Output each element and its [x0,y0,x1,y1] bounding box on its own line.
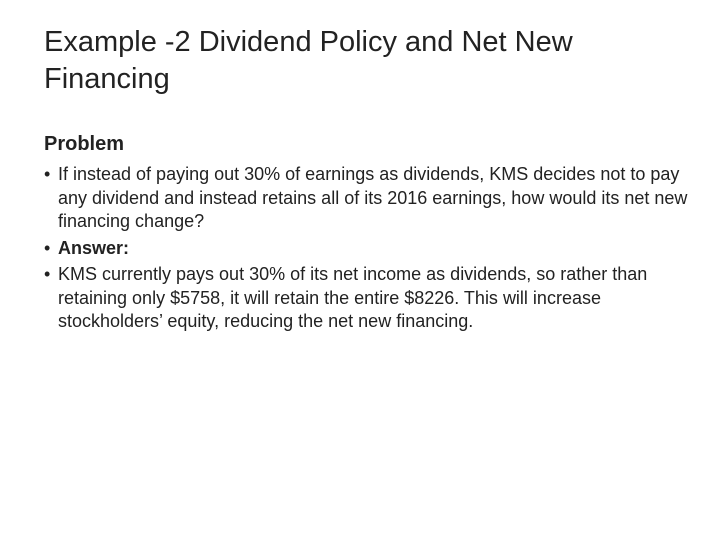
bullet-dot-icon: • [44,237,51,258]
slide-title: Example -2 Dividend Policy and Net New Financing [44,26,573,95]
bullet-text: KMS currently pays out 30% of its net income as dividends, so rather than retaining only $5758, it will retain the entire $8226. This will increase stockholders’ equity, reducing the net new financing. [58,264,648,331]
bullet-dot-icon: • [44,264,51,284]
section-heading: Problem [44,133,125,155]
bullet-item-answer [44,263,694,334]
bullet-item-question [44,163,694,234]
bullet-list [44,163,694,334]
slide-content [44,130,694,337]
bullet-text: Answer: [58,237,130,258]
bullet-dot-icon: • [44,164,51,184]
bullet-text: If instead of paying out 30% of earnings as dividends, KMS decides not to pay any dividend and instead retains all of its 2016 earnings, how would its net new financing change? [58,164,688,231]
bullet-item-answer-label [44,237,694,261]
